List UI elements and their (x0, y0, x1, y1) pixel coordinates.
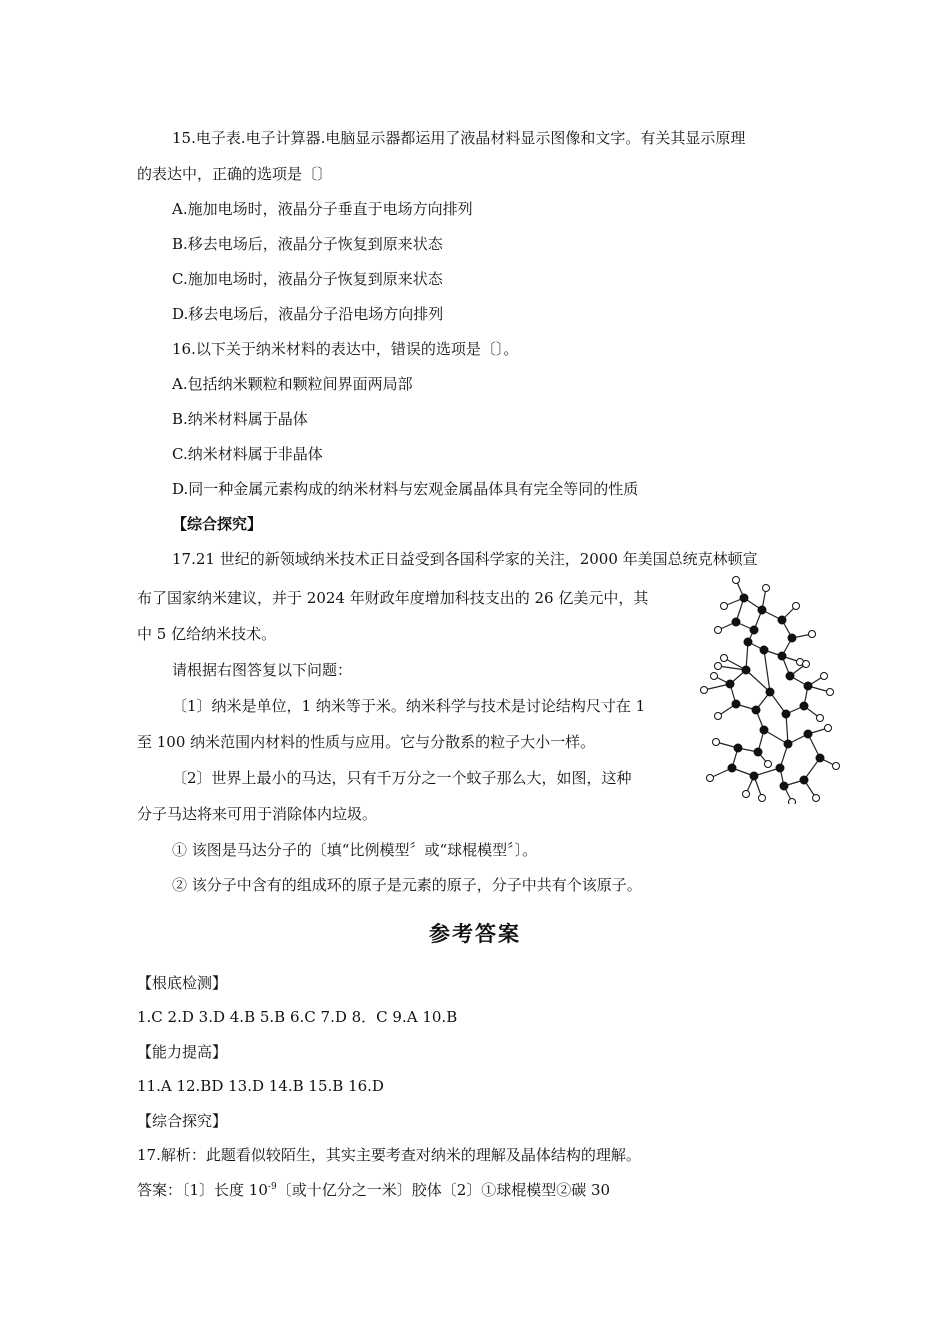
hydrogen-atom (833, 763, 840, 770)
answers-final-exponent: -9 (267, 1182, 277, 1192)
hydrogen-atom (707, 775, 714, 782)
carbon-atom (766, 688, 774, 696)
hydrogen-atom (713, 739, 720, 746)
carbon-atom (760, 726, 768, 734)
hydrogen-atom (733, 577, 740, 584)
answers-ability-label: 【能力提高】 (137, 1043, 228, 1061)
molecule-ball-and-stick-icon (696, 572, 840, 804)
hydrogen-atom (721, 603, 728, 610)
q15-option-a: A.施加电场时，液晶分子垂直于电场方向排列 (172, 200, 473, 218)
carbon-atom (750, 626, 758, 634)
hydrogen-atom (793, 603, 800, 610)
hydrogen-atom (701, 687, 708, 694)
answers-analysis: 17.解析：此题看似较陌生，其实主要考查对纳米的理解及晶体结构的理解。 (137, 1146, 641, 1164)
hydrogen-atom (715, 713, 722, 720)
carbon-atom (780, 782, 788, 790)
carbon-atom (786, 672, 794, 680)
q17-line: 〔1〕纳米是单位，1 纳米等于米。纳米科学与技术是讨论结构尺寸在 1 (172, 697, 646, 715)
q15-stem-line1: 15.电子表.电子计算器.电脑显示器都运用了液晶材料显示图像和文字。有关其显示原理 (172, 129, 746, 147)
q17-line: ① 该图是马达分子的〔填“比例模型〞或“球棍模型〞〕。 (172, 841, 538, 859)
bond (746, 670, 770, 692)
carbon-atom (752, 706, 760, 714)
carbon-atom (742, 666, 750, 674)
carbon-atom (800, 776, 808, 784)
q15-option-c: C.施加电场时，液晶分子恢复到原来状态 (172, 270, 443, 288)
hydrogen-atom (813, 795, 820, 802)
hydrogen-atom (721, 655, 728, 662)
carbon-atom (804, 682, 812, 690)
q17-line: 布了国家纳米建议，并于 2024 年财政年度增加科技支出的 26 亿美元中，其 (137, 589, 649, 607)
q16-option-a: A.包括纳米颗粒和颗粒间界面两局部 (172, 375, 413, 393)
carbon-atom (800, 702, 808, 710)
q16-option-b: B.纳米材料属于晶体 (172, 410, 308, 428)
q16-option-d: D.同一种金属元素构成的纳米材料与宏观金属晶体具有完全等同的性质 (172, 480, 639, 498)
hydrogen-atom (825, 725, 832, 732)
hydrogen-atom (809, 631, 816, 638)
carbon-atom (778, 652, 786, 660)
answers-basic-label: 【根底检测】 (137, 974, 228, 992)
answers-final (137, 1180, 610, 1200)
q15-option-b: B.移去电场后，液晶分子恢复到原来状态 (172, 235, 443, 253)
hydrogen-atom (715, 627, 722, 634)
section-heading-comprehensive: 【综合探究】 (172, 515, 263, 533)
carbon-atom (782, 710, 790, 718)
hydrogen-atom (711, 673, 718, 680)
hydrogen-atom (789, 799, 796, 805)
q15-option-d: D.移去电场后，液晶分子沿电场方向排列 (172, 305, 444, 323)
carbon-atom (732, 618, 740, 626)
bond (764, 650, 770, 692)
carbon-atom (732, 700, 740, 708)
carbon-atom (728, 764, 736, 772)
carbon-atom (744, 638, 752, 646)
carbon-atom (760, 646, 768, 654)
answers-basic: 1.C 2.D 3.D 4.B 5.B 6.C 7.D 8．C 9.A 10.B (137, 1008, 458, 1026)
carbon-atom (750, 772, 758, 780)
q16-option-c: C.纳米材料属于非晶体 (172, 445, 323, 463)
hydrogen-atom (743, 791, 750, 798)
q15-stem-line2: 的表达中，正确的选项是〔〕 (137, 165, 333, 183)
q16-stem: 16.以下关于纳米材料的表达中，错误的选项是〔〕。 (172, 340, 519, 358)
answers-final-prefix: 答案：〔1〕长度 10 (137, 1181, 268, 1199)
q17-line: 至 100 纳米范围内材料的性质与应用。它与分散系的粒子大小一样。 (137, 733, 596, 751)
hydrogen-atom (817, 715, 824, 722)
carbon-atom (726, 680, 734, 688)
hydrogen-atom (827, 689, 834, 696)
carbon-atom (758, 606, 766, 614)
answers-ability: 11.A 12.BD 13.D 14.B 15.B 16.D (137, 1077, 384, 1095)
hydrogen-atom (803, 661, 810, 668)
q17-line: 17.21 世纪的新领域纳米技术正日益受到各国科学家的关注，2000 年美国总统克林顿宣 (172, 550, 758, 568)
hydrogen-atom (759, 795, 766, 802)
q17-line: 中 5 亿给纳米技术。 (137, 625, 277, 643)
hydrogen-atom (821, 673, 828, 680)
answers-title: 参考答案 (429, 922, 521, 946)
carbon-atom (740, 594, 748, 602)
answers-comp-label: 【综合探究】 (137, 1112, 228, 1130)
carbon-atom (734, 744, 742, 752)
answers-final-suffix: 〔或十亿分之一米〕胶体〔2〕①球棍模型②碳 30 (276, 1181, 611, 1199)
carbon-atom (816, 754, 824, 762)
bond (786, 714, 788, 744)
hydrogen-atom (765, 761, 772, 768)
carbon-atom (784, 740, 792, 748)
carbon-atom (788, 634, 796, 642)
q17-line: 〔2〕世界上最小的马达，只有千万分之一个蚊子那么大，如图，这种 (172, 769, 632, 787)
q17-line: 分子马达将来可用于消除体内垃圾。 (137, 805, 378, 823)
carbon-atom (754, 748, 762, 756)
carbon-atom (804, 730, 812, 738)
q17-line: 请根据右图答复以下问题： (172, 661, 353, 679)
carbon-atom (778, 616, 786, 624)
carbon-atom (776, 764, 784, 772)
q17-line: ② 该分子中含有的组成环的原子是元素的原子，分子中共有个该原子。 (172, 876, 642, 894)
hydrogen-atom (763, 585, 770, 592)
hydrogen-atom (715, 663, 722, 670)
